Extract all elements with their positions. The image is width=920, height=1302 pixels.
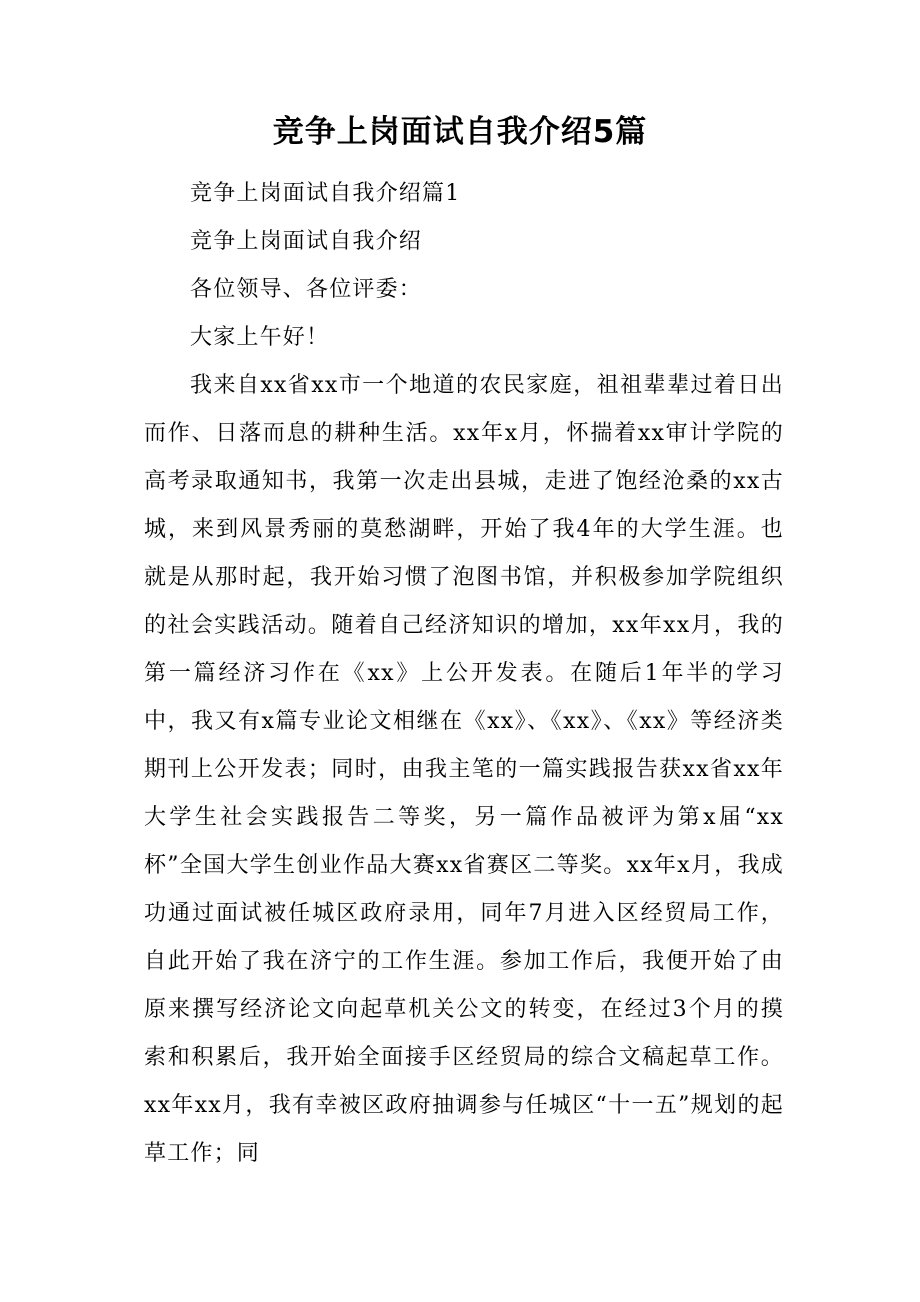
document-title: 竞争上岗面试自我介绍5篇: [272, 114, 648, 150]
subtitle: 竞争上岗面试自我介绍: [190, 229, 423, 254]
greeting: 大家上午好！: [190, 325, 330, 350]
section-heading: 竞争上岗面试自我介绍篇1: [190, 181, 461, 206]
salutation: 各位领导、各位评委：: [190, 277, 423, 302]
body-paragraph: 我来自xx省xx市一个地道的农民家庭，祖祖辈辈过着日出而作、日落而息的耕种生活。xx年x月，怀揣着xx审计学院的高考录取通知书，我第一次走出县城，走进了饱经沧桑的xx古城，来到风景秀丽的莫愁湖畔，开始了我4年的大学生涯。也就是从那时起，我开始习惯了泡图书馆，并积极参加学院组织的社会实践活动。随着自己经济知识的增加，xx年xx月，我的第一篇经济习作在《xx》上公开发表。在随后1年半的学习中，我又有x篇专业论文相继在《xx》、《xx》、《xx》等经济类期刊上公开发表；同时，由我主笔的一篇实践报告获xx省xx年大学生社会实践报告二等奖，另一篇作品被评为第x届“xx杯”全国大学生创业作品大赛xx省赛区二等奖。xx年x月，我成功通过面试被任城区政府录用，同年7月进入区经贸局工作，自此开始了我在济宁的工作生涯。参加工作后，我便开始了由原来撰写经济论文向起草机关公文的转变，在经过3个月的摸索和积累后，我开始全面接手区经贸局的综合文稿起草工作。xx年xx月，我有幸被区政府抽调参与任城区“十一五”规划的起草工作；同: [144, 373, 784, 1166]
document-body: [144, 170, 784, 1178]
